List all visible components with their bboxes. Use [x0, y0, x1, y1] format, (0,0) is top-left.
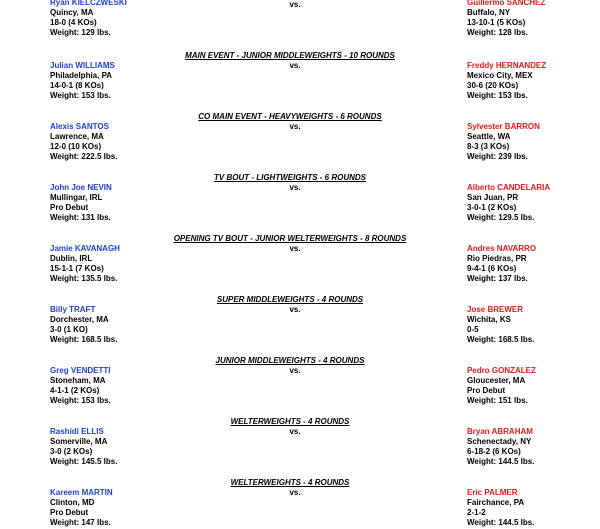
fighter-record: 3-0-1 (2 KOs)	[467, 203, 517, 212]
fighter-hometown: Seattle, WA	[467, 132, 511, 141]
fighter-weight: Weight: 129 lbs.	[50, 28, 111, 37]
blue-corner-fighter	[50, 122, 117, 162]
fighter-hometown: Somerville, MA	[50, 437, 108, 446]
red-corner-fighter	[467, 61, 546, 101]
fighter-hometown: Quincy, MA	[50, 8, 94, 17]
fighter-record: 18-0 (4 KOs)	[50, 18, 97, 27]
fighter-name: Jose BREWER	[467, 305, 524, 314]
fighter-weight: Weight: 147 lbs.	[50, 518, 111, 527]
fighter-name: Alberto CANDELARIA	[467, 183, 551, 192]
fighter-hometown: Buffalo, NY	[467, 8, 511, 17]
fighter-name: Kareem MARTIN	[50, 488, 113, 497]
fighter-hometown: Rio Piedras, PR	[467, 254, 527, 263]
bout-6	[0, 295, 600, 344]
bout-8	[0, 417, 600, 466]
fighter-weight: Weight: 153 lbs.	[467, 91, 528, 100]
fighter-hometown: Fairchance, PA	[467, 498, 525, 507]
fighter-record: Pro Debut	[50, 508, 89, 517]
fighter-record: 14-0-1 (8 KOs)	[50, 81, 104, 90]
fighter-record: 12-0 (10 KOs)	[50, 142, 102, 151]
vs-label: vs.	[289, 427, 301, 436]
red-corner-fighter	[467, 0, 545, 38]
red-corner-fighter	[467, 244, 536, 284]
bout-title: CO MAIN EVENT - HEAVYWEIGHTS - 6 ROUNDS	[198, 112, 382, 121]
red-corner-fighter	[467, 488, 534, 528]
fighter-hometown: Dorchester, MA	[50, 315, 109, 324]
bout-title: MAIN EVENT - JUNIOR MIDDLEWEIGHTS - 10 ROUNDS	[185, 51, 395, 60]
vs-label: vs.	[289, 61, 301, 70]
bout-title: OPENING TV BOUT - JUNIOR WELTERWEIGHTS - 8 ROUNDS	[173, 234, 407, 243]
red-corner-fighter	[467, 122, 540, 162]
fighter-record: Pro Debut	[50, 203, 89, 212]
fighter-record: 8-3 (3 KOs)	[467, 142, 510, 151]
fighter-record: 4-1-1 (2 KOs)	[50, 386, 100, 395]
fighter-name: Sylvester BARRON	[467, 122, 540, 131]
fighter-name: Greg VENDETTI	[50, 366, 111, 375]
bout-title: JUNIOR MIDDLEWEIGHTS - 4 ROUNDS	[215, 356, 365, 365]
fighter-weight: Weight: 128 lbs.	[467, 28, 528, 37]
fighter-record: 2-1-2	[467, 508, 486, 517]
fighter-name: Andres NAVARRO	[467, 244, 537, 253]
fighter-hometown: Philadelphia, PA	[50, 71, 113, 80]
bout-3	[0, 112, 600, 161]
fighter-record: 13-10-1 (5 KOs)	[467, 18, 526, 27]
fighter-name: Billy TRAFT	[50, 305, 96, 314]
fighter-weight: Weight: 168.5 lbs.	[467, 335, 535, 344]
blue-corner-fighter	[50, 61, 115, 101]
fighter-name: Eric PALMER	[467, 488, 518, 497]
fighter-name: John Joe NEVIN	[50, 183, 112, 192]
fighter-weight: Weight: 222.5 lbs.	[50, 152, 118, 161]
fighter-record: 3-0 (1 KO)	[50, 325, 88, 334]
red-corner-fighter	[467, 183, 550, 223]
vs-label: vs.	[289, 488, 301, 497]
fighter-hometown: Mexico City, MEX	[467, 71, 533, 80]
bout-9	[0, 478, 600, 527]
fighter-weight: Weight: 144.5 lbs.	[467, 457, 535, 466]
fighter-name: Bryan ABRAHAM	[467, 427, 533, 436]
fighter-weight: Weight: 131 lbs.	[50, 213, 111, 222]
fighter-record: 6-18-2 (6 KOs)	[467, 447, 521, 456]
blue-corner-fighter	[50, 305, 117, 345]
bout-2	[0, 51, 600, 100]
fighter-weight: Weight: 129.5 lbs.	[467, 213, 535, 222]
red-corner-fighter	[467, 305, 534, 345]
bout-5	[0, 234, 600, 283]
fighter-record: 9-4-1 (6 KOs)	[467, 264, 517, 273]
fighter-weight: Weight: 153 lbs.	[50, 396, 111, 405]
fighter-hometown: Schenectady, NY	[467, 437, 532, 446]
blue-corner-fighter	[50, 244, 120, 284]
vs-label: vs.	[289, 122, 301, 131]
bout-title: WELTERWEIGHTS - 4 ROUNDS	[230, 417, 350, 426]
blue-corner-fighter	[50, 488, 113, 528]
fighter-hometown: Stoneham, MA	[50, 376, 106, 385]
fighter-record: 15-1-1 (7 KOs)	[50, 264, 104, 273]
blue-corner-fighter	[50, 0, 127, 38]
fighter-weight: Weight: 153 lbs.	[50, 91, 111, 100]
bout-1	[0, 0, 600, 42]
fighter-hometown: Dublin, IRL	[50, 254, 93, 263]
fighter-weight: Weight: 239 lbs.	[467, 152, 528, 161]
bout-title: SUPER MIDDLEWEIGHTS - 4 ROUNDS	[216, 295, 364, 304]
blue-corner-fighter	[50, 183, 112, 223]
fighter-name: Rashidi ELLIS	[50, 427, 104, 436]
fighter-weight: Weight: 144.5 lbs.	[467, 518, 535, 527]
red-corner-fighter	[467, 366, 536, 406]
blue-corner-fighter	[50, 366, 111, 406]
fighter-record: 3-0 (2 KOs)	[50, 447, 93, 456]
fighter-name: Jamie KAVANAGH	[50, 244, 120, 253]
fighter-record: 0-5	[467, 325, 479, 334]
bout-title: WELTERWEIGHTS - 4 ROUNDS	[230, 478, 350, 487]
fighter-record: Pro Debut	[467, 386, 506, 395]
vs-label: vs.	[289, 183, 301, 192]
fighter-name: Alexis SANTOS	[50, 122, 109, 131]
fighter-name: Freddy HERNANDEZ	[467, 61, 547, 70]
bout-title: TV BOUT - LIGHTWEIGHTS - 6 ROUNDS	[214, 173, 366, 182]
fighter-weight: Weight: 151 lbs.	[467, 396, 528, 405]
fighter-hometown: San Juan, PR	[467, 193, 519, 202]
fighter-name: Pedro GONZALEZ	[467, 366, 536, 375]
fighter-weight: Weight: 137 lbs.	[467, 274, 528, 283]
vs-label: vs.	[289, 366, 301, 375]
fighter-hometown: Lawrence, MA	[50, 132, 104, 141]
fighter-name: Julian WILLIAMS	[50, 61, 115, 70]
fighter-hometown: Clinton, MD	[50, 498, 95, 507]
vs-label: vs.	[289, 244, 301, 253]
red-corner-fighter	[467, 427, 534, 467]
fighter-hometown: Gloucester, MA	[467, 376, 526, 385]
vs-label: vs.	[289, 0, 301, 9]
vs-label: vs.	[289, 305, 301, 314]
fighter-record: 30-6 (20 KOs)	[467, 81, 519, 90]
fighter-name: Ryan KIELCZWESKI	[50, 0, 127, 7]
fighter-weight: Weight: 135.5 lbs.	[50, 274, 118, 283]
fighter-hometown: Wichita, KS	[467, 315, 511, 324]
blue-corner-fighter	[50, 427, 117, 467]
fighter-weight: Weight: 168.5 lbs.	[50, 335, 118, 344]
bout-7	[0, 356, 600, 405]
bout-4	[0, 173, 600, 222]
fighter-weight: Weight: 145.5 lbs.	[50, 457, 118, 466]
fighter-name: Guillermo SANCHEZ	[467, 0, 546, 7]
fighter-hometown: Mullingar, IRL	[50, 193, 103, 202]
